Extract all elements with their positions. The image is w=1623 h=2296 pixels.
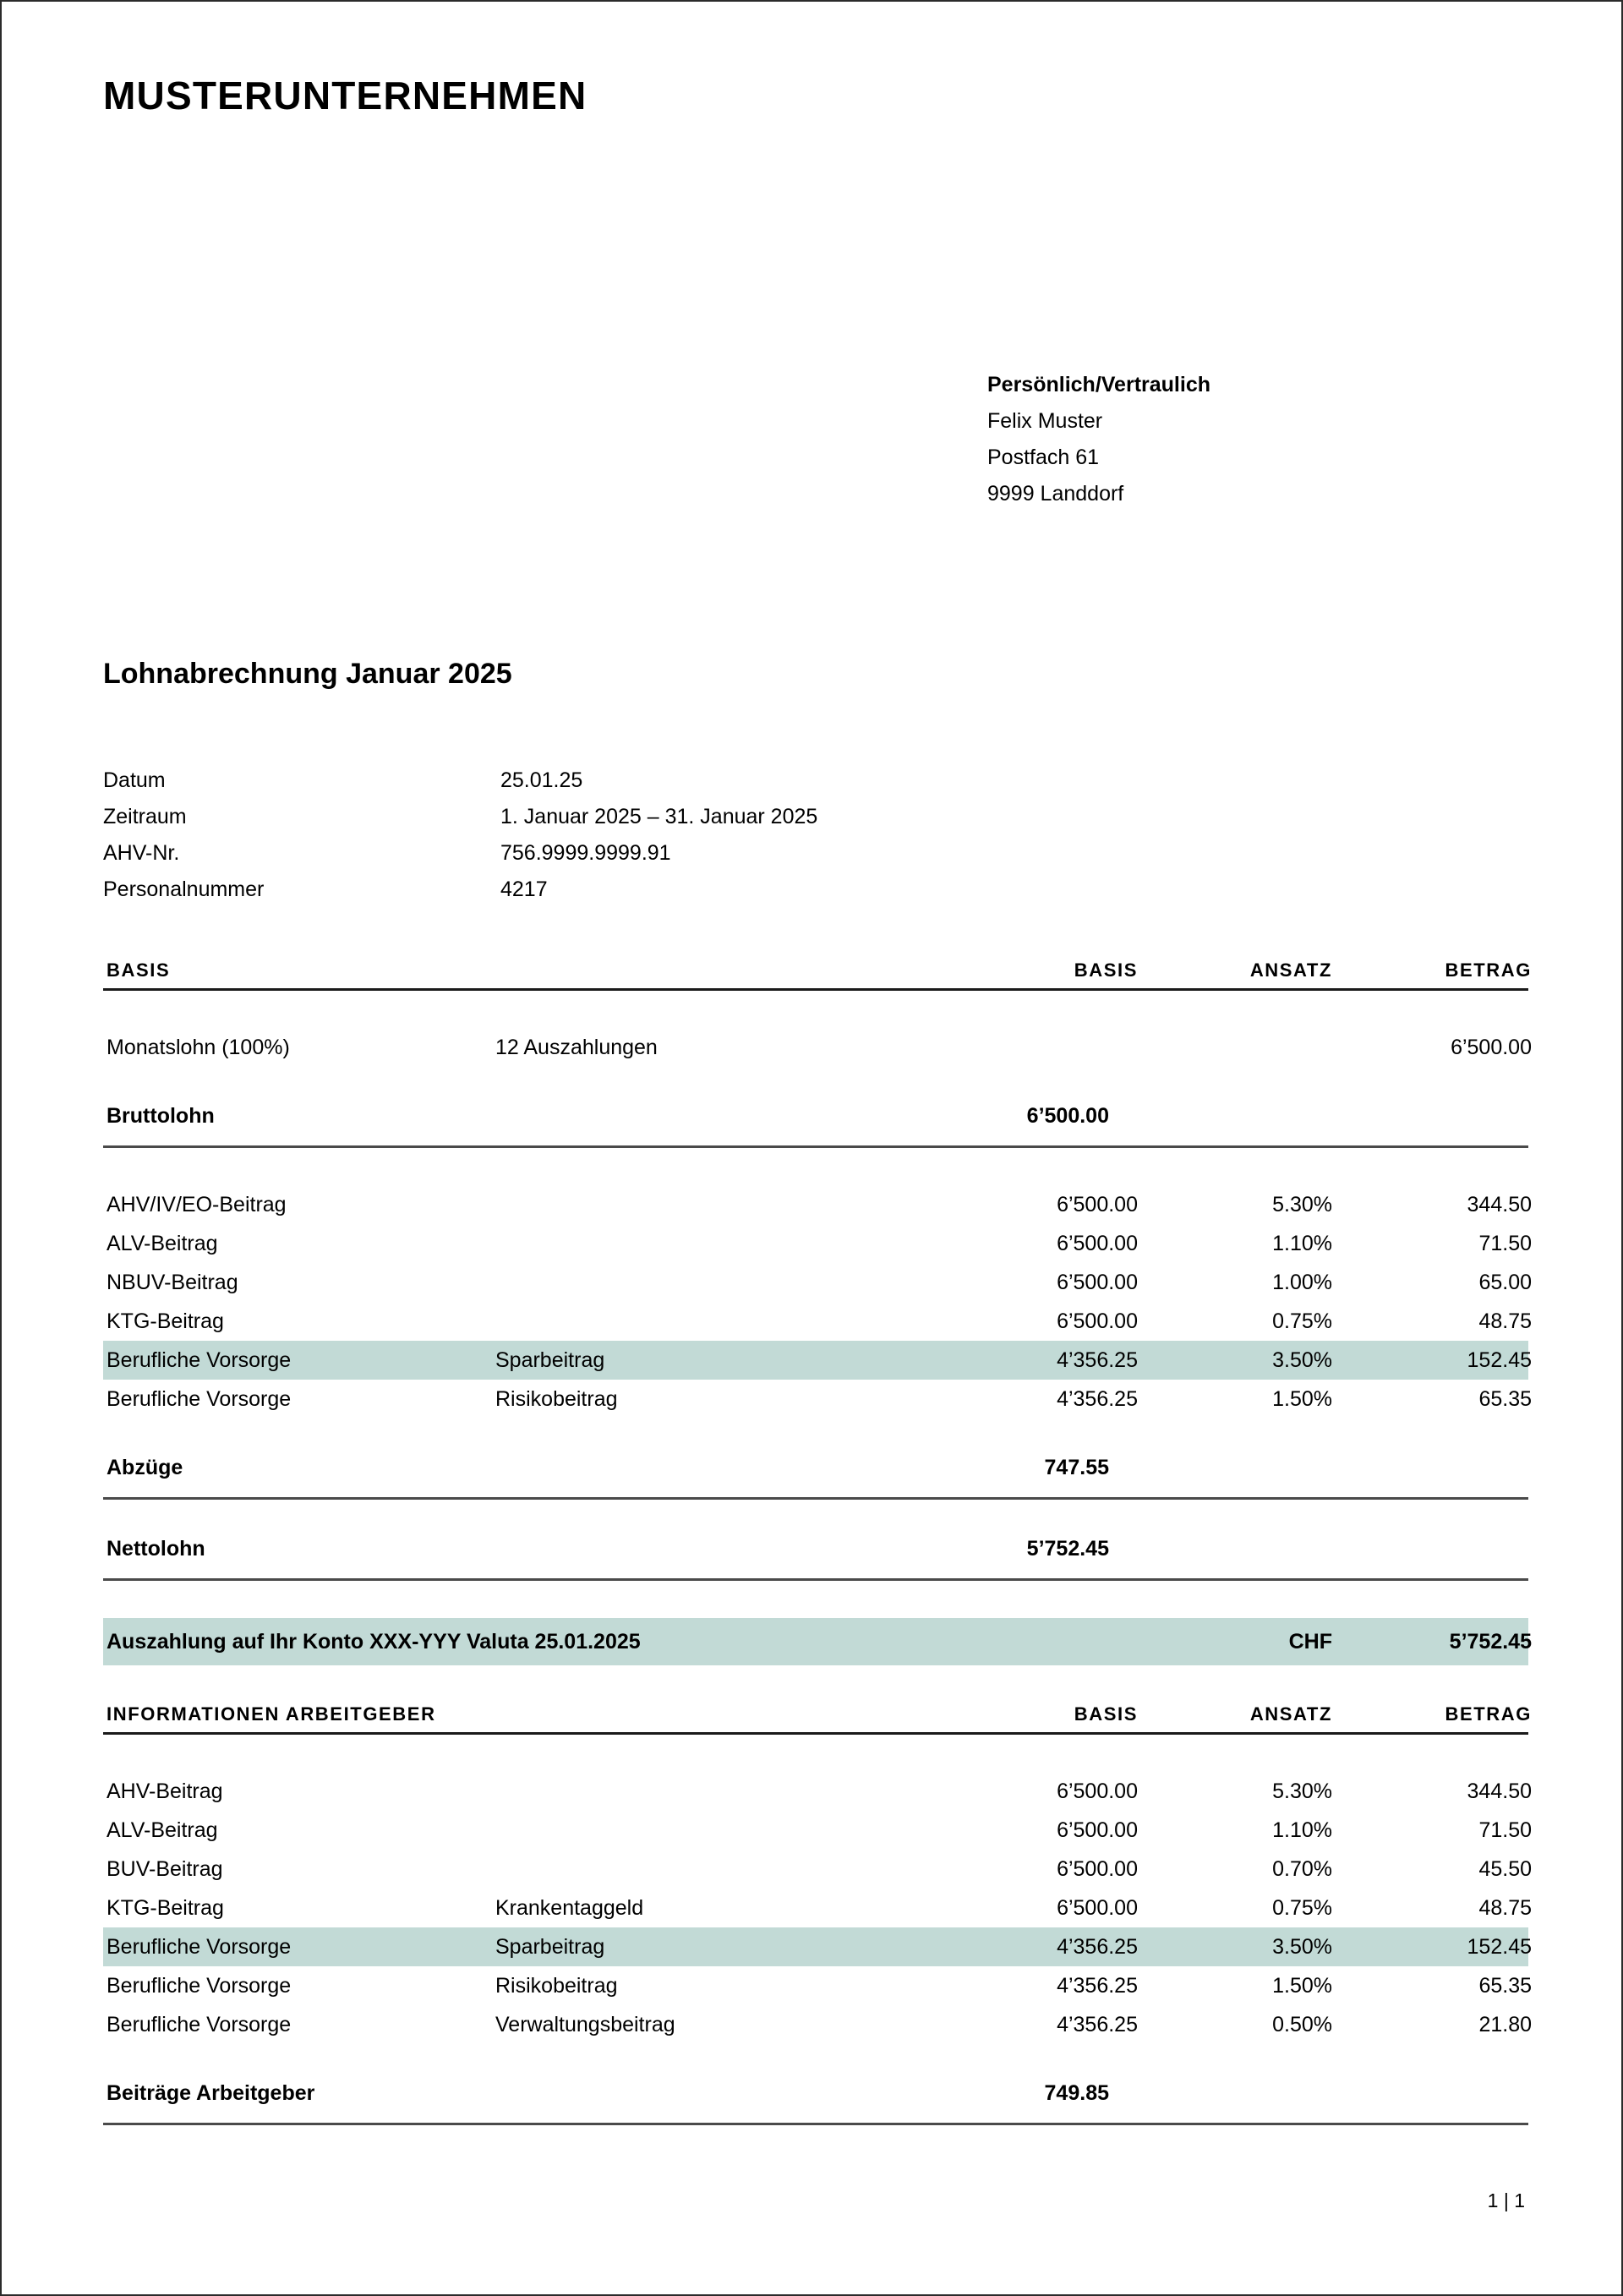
- row-basis: 6’500.00: [1057, 1895, 1138, 1920]
- table-row: [103, 2005, 1532, 2044]
- row-rate: 1.50%: [1272, 1386, 1332, 1411]
- table-row: [103, 1811, 1532, 1850]
- row-label: BUV-Beitrag: [107, 1856, 223, 1881]
- recipient-name: Felix Muster: [987, 409, 1103, 433]
- row-amount: 65.35: [1478, 1973, 1532, 1998]
- spacer: [103, 991, 1528, 1028]
- row-basis: 6’500.00: [1057, 1856, 1138, 1881]
- row-amount: 48.75: [1478, 1309, 1532, 1333]
- row-label: Monatslohn (100%): [107, 1035, 290, 1059]
- row-label: ALV-Beitrag: [107, 1231, 218, 1255]
- row-description: Krankentaggeld: [495, 1895, 644, 1920]
- row-label: ALV-Beitrag: [107, 1818, 218, 1842]
- row-label: Berufliche Vorsorge: [107, 1386, 292, 1411]
- row-rate: 1.10%: [1272, 1231, 1332, 1255]
- spacer: [103, 1500, 1528, 1537]
- row-rate: 1.50%: [1272, 1973, 1332, 1998]
- row-basis: 6’500.00: [1057, 1779, 1138, 1803]
- row-amount: 65.00: [1478, 1270, 1532, 1294]
- row-rate: 0.75%: [1272, 1895, 1332, 1920]
- row-amount: 48.75: [1478, 1895, 1532, 1920]
- employer-information-table: [103, 1691, 1532, 2125]
- row-basis: 4’356.25: [1057, 2012, 1138, 2036]
- table-row: [103, 1966, 1532, 2005]
- document-meta-list: [103, 763, 1528, 908]
- row-basis: 6’500.00: [1057, 1270, 1138, 1294]
- spacer: [103, 1419, 1528, 1456]
- meta-row-zeitraum: [103, 799, 1528, 835]
- total-amount-abzuege: 747.55: [1044, 1456, 1109, 1479]
- table-row: [103, 1302, 1532, 1341]
- total-amount-beitraege-arbeitgeber: 749.85: [1044, 2081, 1109, 2105]
- spacer: [103, 1735, 1528, 1772]
- table-header-row-employer: [103, 1691, 1532, 1735]
- row-amount: 152.45: [1467, 1348, 1532, 1372]
- total-label-beitraege-arbeitgeber: Beiträge Arbeitgeber: [107, 2081, 315, 2105]
- row-basis: 4’356.25: [1057, 1973, 1138, 1998]
- column-header-betrag: BETRAG: [1445, 1703, 1532, 1725]
- column-header-basis-title: BASIS: [107, 959, 171, 981]
- row-basis: 6’500.00: [1057, 1192, 1138, 1216]
- payout-label: Auszahlung auf Ihr Konto XXX-YYY Valuta 25.01.2025: [107, 1629, 641, 1654]
- column-header-basis: BASIS: [1074, 959, 1138, 981]
- table-row: [103, 1028, 1532, 1067]
- row-basis: 6’500.00: [1057, 1309, 1138, 1333]
- row-rate: 1.00%: [1272, 1270, 1332, 1294]
- row-rate: 3.50%: [1272, 1348, 1332, 1372]
- row-rate: 5.30%: [1272, 1779, 1332, 1803]
- table-row: [103, 1380, 1532, 1419]
- row-label: NBUV-Beitrag: [107, 1270, 238, 1294]
- page-number: 1 | 1: [1487, 2189, 1525, 2211]
- meta-label-personalnummer: Personalnummer: [103, 877, 265, 901]
- row-basis: 4’356.25: [1057, 1386, 1138, 1411]
- column-header-basis: BASIS: [1074, 1703, 1138, 1725]
- row-description: 12 Auszahlungen: [495, 1035, 658, 1059]
- row-basis: 4’356.25: [1057, 1348, 1138, 1372]
- total-label-bruttolohn: Bruttolohn: [107, 1104, 215, 1128]
- table-row-highlighted: [103, 1927, 1532, 1966]
- row-amount: 6’500.00: [1451, 1035, 1532, 1059]
- table-row: [103, 1850, 1532, 1889]
- row-label: AHV-Beitrag: [107, 1779, 223, 1803]
- recipient-city: 9999 Landdorf: [987, 482, 1124, 506]
- earnings-deductions-table: [103, 947, 1532, 1665]
- meta-value-personalnummer: 4217: [500, 877, 548, 901]
- meta-label-zeitraum: Zeitraum: [103, 805, 187, 828]
- row-amount: 71.50: [1478, 1231, 1532, 1255]
- row-description: Risikobeitrag: [495, 1973, 618, 1998]
- row-description: Risikobeitrag: [495, 1386, 618, 1411]
- row-rate: 0.50%: [1272, 2012, 1332, 2036]
- page-content: [103, 2, 1532, 2294]
- total-row-bruttolohn: [103, 1104, 1528, 1148]
- table-header-row-basis: [103, 947, 1532, 991]
- row-label: KTG-Beitrag: [107, 1309, 224, 1333]
- row-rate: 3.50%: [1272, 1934, 1332, 1959]
- meta-value-ahv-nr: 756.9999.9999.91: [500, 841, 671, 865]
- total-amount-bruttolohn: 6’500.00: [1026, 1104, 1109, 1128]
- table-row: [103, 1772, 1532, 1811]
- spacer: [103, 2044, 1528, 2081]
- row-rate: 5.30%: [1272, 1192, 1332, 1216]
- company-name: MUSTERUNTERNEHMEN: [103, 74, 587, 118]
- meta-label-datum: Datum: [103, 768, 166, 792]
- meta-label-ahv-nr: AHV-Nr.: [103, 841, 180, 865]
- row-rate: 0.75%: [1272, 1309, 1332, 1333]
- meta-value-zeitraum: 1. Januar 2025 – 31. Januar 2025: [500, 805, 818, 828]
- spacer: [103, 1148, 1528, 1185]
- column-header-employer-title: INFORMATIONEN ARBEITGEBER: [107, 1703, 436, 1725]
- confidentiality-notice: Persönlich/Vertraulich: [987, 373, 1210, 396]
- column-header-ansatz: ANSATZ: [1249, 1703, 1332, 1725]
- meta-row-datum: [103, 763, 1528, 799]
- total-label-abzuege: Abzüge: [107, 1456, 183, 1479]
- meta-row-personalnummer: [103, 872, 1528, 908]
- spacer: [103, 1581, 1528, 1618]
- row-rate: 1.10%: [1272, 1818, 1332, 1842]
- row-label: AHV/IV/EO-Beitrag: [107, 1192, 287, 1216]
- table-row: [103, 1224, 1532, 1263]
- row-amount: 71.50: [1478, 1818, 1532, 1842]
- spacer: [103, 1067, 1528, 1104]
- row-basis: 6’500.00: [1057, 1818, 1138, 1842]
- column-header-betrag: BETRAG: [1445, 959, 1532, 981]
- row-label: Berufliche Vorsorge: [107, 1348, 292, 1372]
- row-amount: 344.50: [1467, 1779, 1532, 1803]
- payout-currency: CHF: [1288, 1629, 1332, 1654]
- row-amount: 344.50: [1467, 1192, 1532, 1216]
- row-amount: 21.80: [1478, 2012, 1532, 2036]
- row-amount: 152.45: [1467, 1934, 1532, 1959]
- row-amount: 45.50: [1478, 1856, 1532, 1881]
- page-title: Lohnabrechnung Januar 2025: [103, 658, 512, 690]
- row-amount: 65.35: [1478, 1386, 1532, 1411]
- row-rate: 0.70%: [1272, 1856, 1332, 1881]
- row-basis: 6’500.00: [1057, 1231, 1138, 1255]
- row-description: Sparbeitrag: [495, 1348, 605, 1372]
- row-basis: 4’356.25: [1057, 1934, 1138, 1959]
- total-label-nettolohn: Nettolohn: [107, 1537, 205, 1561]
- total-row-abzuege: [103, 1456, 1528, 1500]
- row-label: Berufliche Vorsorge: [107, 1934, 292, 1959]
- table-row: [103, 1889, 1532, 1927]
- row-description: Verwaltungsbeitrag: [495, 2012, 675, 2036]
- row-label: KTG-Beitrag: [107, 1895, 224, 1920]
- row-label: Berufliche Vorsorge: [107, 2012, 292, 2036]
- row-label: Berufliche Vorsorge: [107, 1973, 292, 1998]
- recipient-address-block: [987, 367, 1210, 512]
- table-row: [103, 1185, 1532, 1224]
- meta-row-ahv-nr: [103, 835, 1528, 872]
- table-row: [103, 1263, 1532, 1302]
- meta-value-datum: 25.01.25: [500, 768, 583, 792]
- total-row-beitraege-arbeitgeber: [103, 2081, 1528, 2125]
- column-header-ansatz: ANSATZ: [1249, 959, 1332, 981]
- payout-amount: 5’752.45: [1449, 1629, 1532, 1654]
- total-row-nettolohn: [103, 1537, 1528, 1581]
- table-row-highlighted: [103, 1341, 1532, 1380]
- total-amount-nettolohn: 5’752.45: [1026, 1537, 1109, 1561]
- payout-banner: [103, 1618, 1532, 1665]
- recipient-street: Postfach 61: [987, 446, 1100, 469]
- row-description: Sparbeitrag: [495, 1934, 605, 1959]
